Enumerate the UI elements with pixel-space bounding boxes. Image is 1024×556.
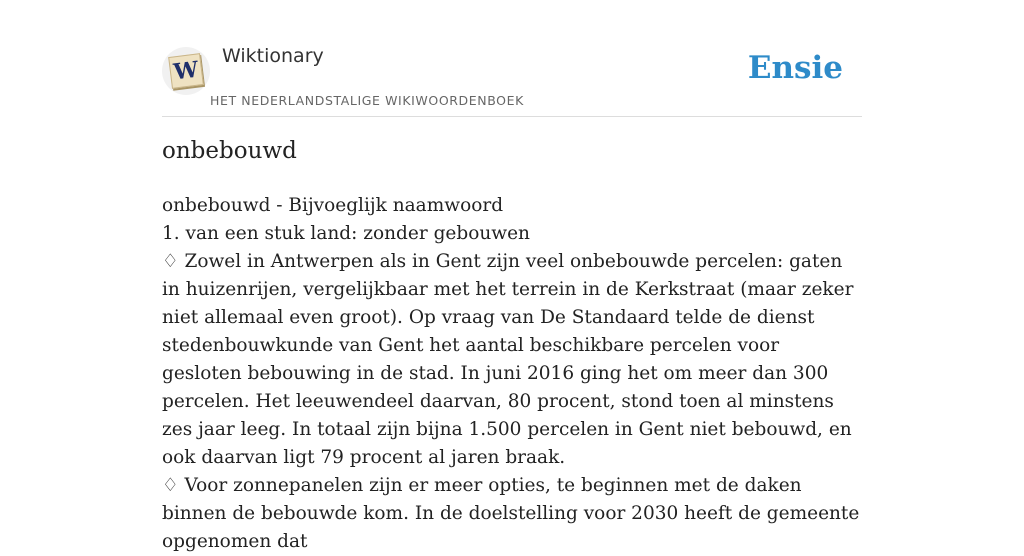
entry-example: ♢ Voor zonnepanelen zijn er meer opties, te beginnen met de daken binnen de bebouwde kom. In de doelstelling voor 2030 heeft de gemeente opgenomen dat	[162, 475, 860, 552]
site-tagline: HET NEDERLANDSTALIGE WIKIWOORDENBOEK	[210, 93, 524, 108]
entry-heading-line: onbebouwd - Bijvoeglijk naamwoord	[162, 195, 504, 216]
page-container	[162, 0, 862, 552]
entry-definition: 1. van een stuk land: zonder gebouwen	[162, 223, 530, 244]
entry-example: ♢ Zowel in Antwerpen als in Gent zijn veel onbebouwde percelen: gaten in huizenrijen, vergelijkbaar met het terrein in de Kerkstraat (maar zeker niet allemaal even groot). Op vraag van De Standaard telde de dienst stedenbouwkunde van Gent het aantal beschikbare percelen voor gesloten bebouwing in de stad. In juni 2016 ging het om meer dan 300 percelen. Het leeuwendeel daarvan, 80 procent, stond toen al minstens zes jaar leeg. In totaal zijn bijna 1.500 percelen in Gent niet bebouwd, en ook daarvan ligt 79 procent al jaren braak.	[162, 251, 854, 468]
page-title: onbebouwd	[162, 138, 297, 164]
site-header	[162, 0, 862, 117]
wiktionary-logo-icon[interactable]	[162, 47, 210, 95]
logo-tile: W	[168, 53, 204, 89]
site-name[interactable]: Wiktionary	[222, 45, 324, 67]
ensie-brand-link[interactable]: Ensie	[747, 50, 843, 86]
entry-content	[162, 192, 862, 556]
